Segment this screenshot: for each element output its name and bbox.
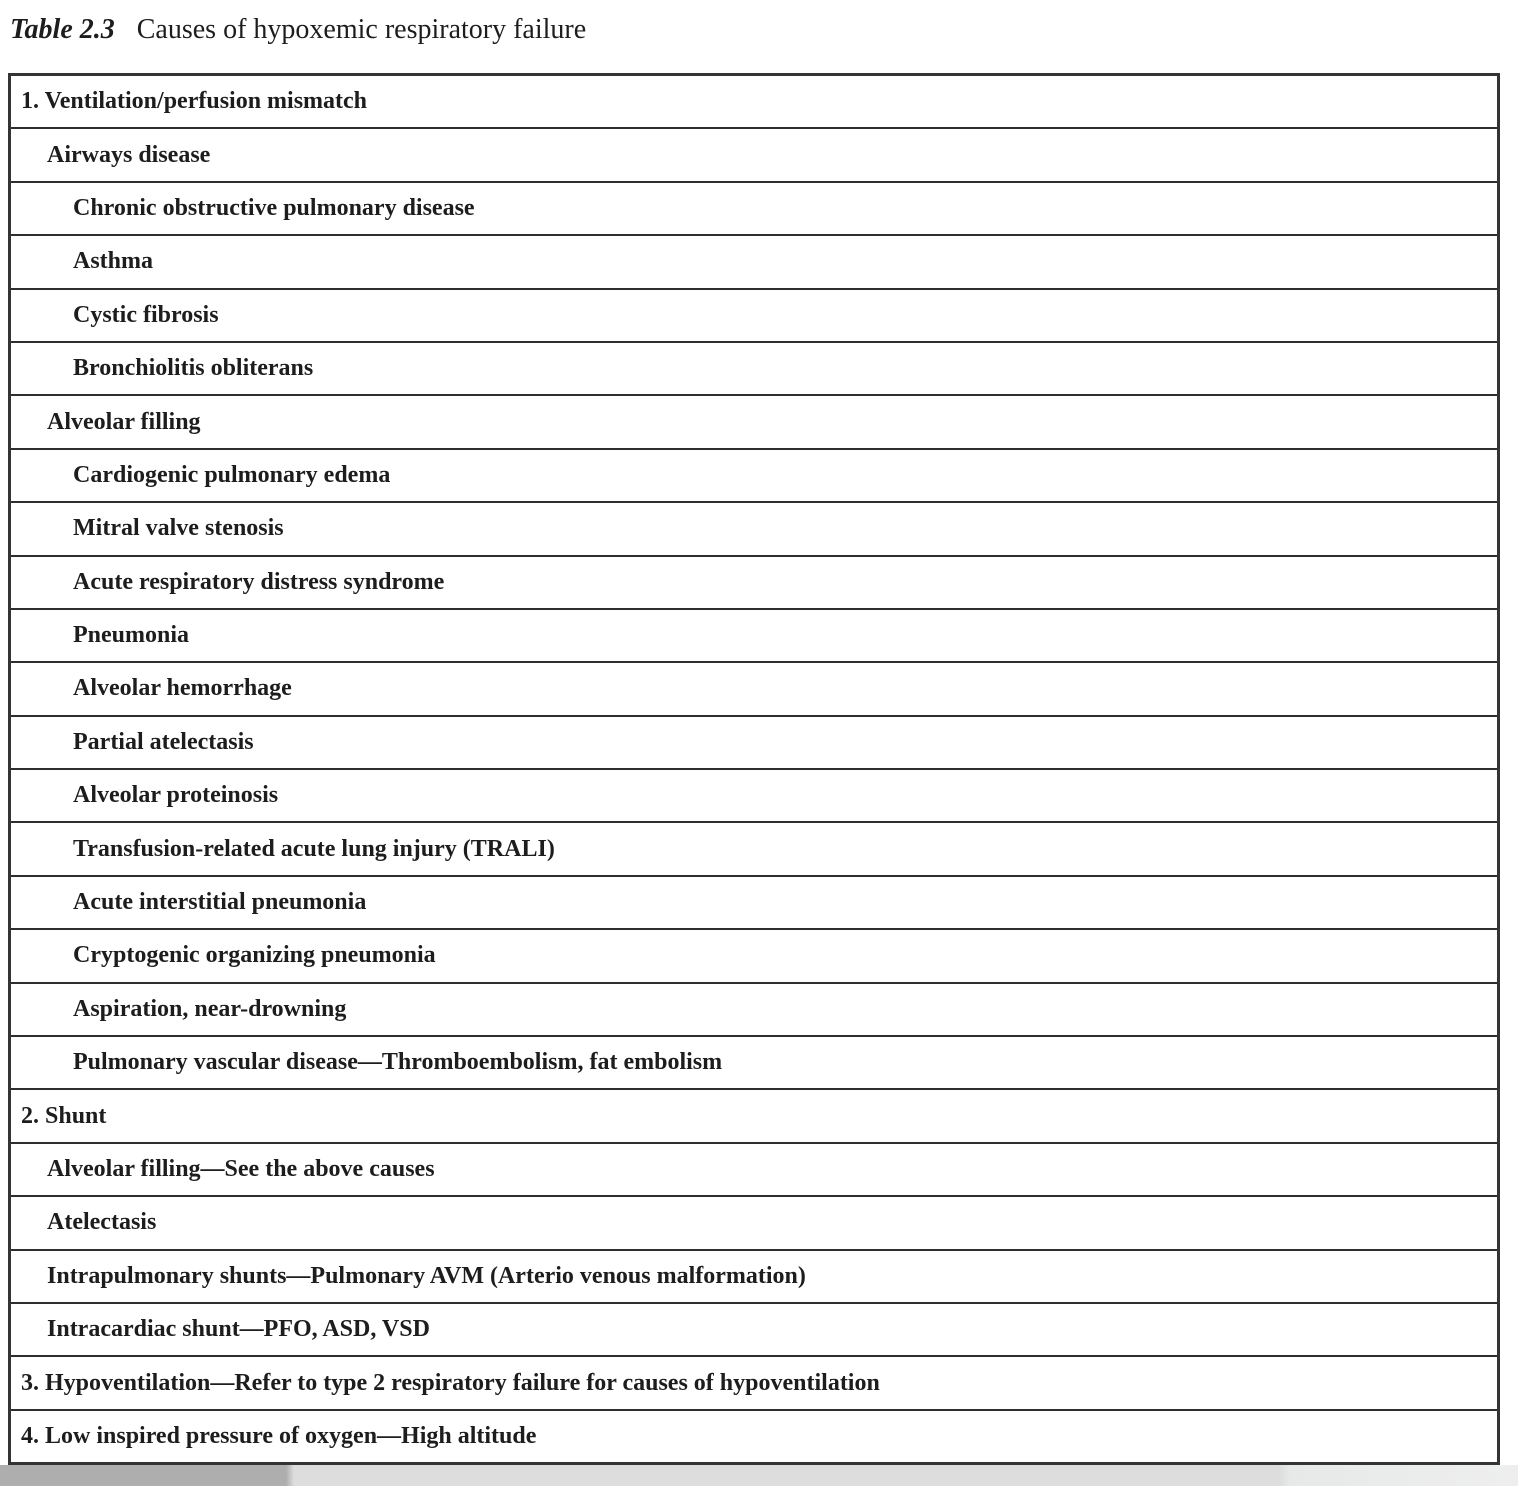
table-row: [11, 1409, 1497, 1462]
table-number: Table 2.3: [10, 14, 115, 45]
table-row: [11, 768, 1497, 821]
table-row: [11, 555, 1497, 608]
table-row-text: Partial atelectasis: [73, 728, 254, 755]
table-row: [11, 715, 1497, 768]
table-row-text: Asthma: [73, 248, 154, 275]
table-row: [11, 1088, 1497, 1141]
table-row-text: Intracardiac shunt—PFO, ASD, VSD: [47, 1316, 430, 1343]
table-row: [11, 1195, 1497, 1248]
table-caption: [10, 14, 586, 46]
table-row-text: Transfusion-related acute lung injury (TRALI): [73, 835, 555, 862]
table-row: [11, 1142, 1497, 1195]
table-row-text: Alveolar proteinosis: [73, 782, 279, 809]
table-row: [11, 181, 1497, 234]
table-row-text: Bronchiolitis obliterans: [73, 355, 314, 382]
table-row: [11, 875, 1497, 928]
causes-table: [8, 73, 1500, 1465]
table-row-text: Cardiogenic pulmonary edema: [73, 461, 391, 488]
page-edge-shadow: [0, 1465, 1518, 1486]
table-row: [11, 234, 1497, 287]
table-row: [11, 608, 1497, 661]
table-row: [11, 982, 1497, 1035]
table-row-text: Chronic obstructive pulmonary disease: [73, 194, 475, 221]
table-row-text: Intrapulmonary shunts—Pulmonary AVM (Arterio venous malformation): [47, 1262, 806, 1289]
table-row: [11, 928, 1497, 981]
table-row-text: 1. Ventilation/perfusion mismatch: [21, 88, 368, 115]
table-row-text: Pulmonary vascular disease—Thromboembolism, fat embolism: [73, 1049, 723, 1076]
table-row: [11, 127, 1497, 180]
table-row-text: Acute respiratory distress syndrome: [73, 568, 445, 595]
table-row-text: 2. Shunt: [21, 1102, 107, 1129]
table-row-text: 3. Hypoventilation—Refer to type 2 respiratory failure for causes of hypoventilation: [21, 1369, 880, 1396]
table-row: [11, 821, 1497, 874]
table-row-text: Alveolar filling—See the above causes: [47, 1156, 435, 1182]
table-row-text: 4. Low inspired pressure of oxygen—High altitude: [21, 1422, 537, 1449]
table-row: [11, 1249, 1497, 1302]
table-row-text: Aspiration, near-drowning: [73, 995, 347, 1022]
table-row-text: Atelectasis: [47, 1209, 157, 1236]
table-row: [11, 288, 1497, 341]
table-row: [11, 1035, 1497, 1088]
table-row-text: Cystic fibrosis: [73, 301, 219, 328]
table-row-text: Alveolar hemorrhage: [73, 675, 292, 702]
table-row-text: Mitral valve stenosis: [73, 515, 284, 542]
table-row: [11, 394, 1497, 447]
table-title-text: Causes of hypoxemic respiratory failure: [136, 14, 587, 45]
table-row: [11, 1355, 1497, 1408]
table-row: [11, 501, 1497, 554]
table-row-text: Acute interstitial pneumonia: [73, 889, 367, 916]
table-row: [11, 76, 1497, 127]
table-row: [11, 661, 1497, 714]
table-row-text: Cryptogenic organizing pneumonia: [73, 942, 436, 969]
table-row-text: Airways disease: [47, 141, 211, 168]
table-row: [11, 341, 1497, 394]
table-row: [11, 1302, 1497, 1355]
table-row-text: Pneumonia: [73, 622, 190, 649]
table-row: [11, 448, 1497, 501]
table-row-text: Alveolar filling: [47, 408, 201, 435]
